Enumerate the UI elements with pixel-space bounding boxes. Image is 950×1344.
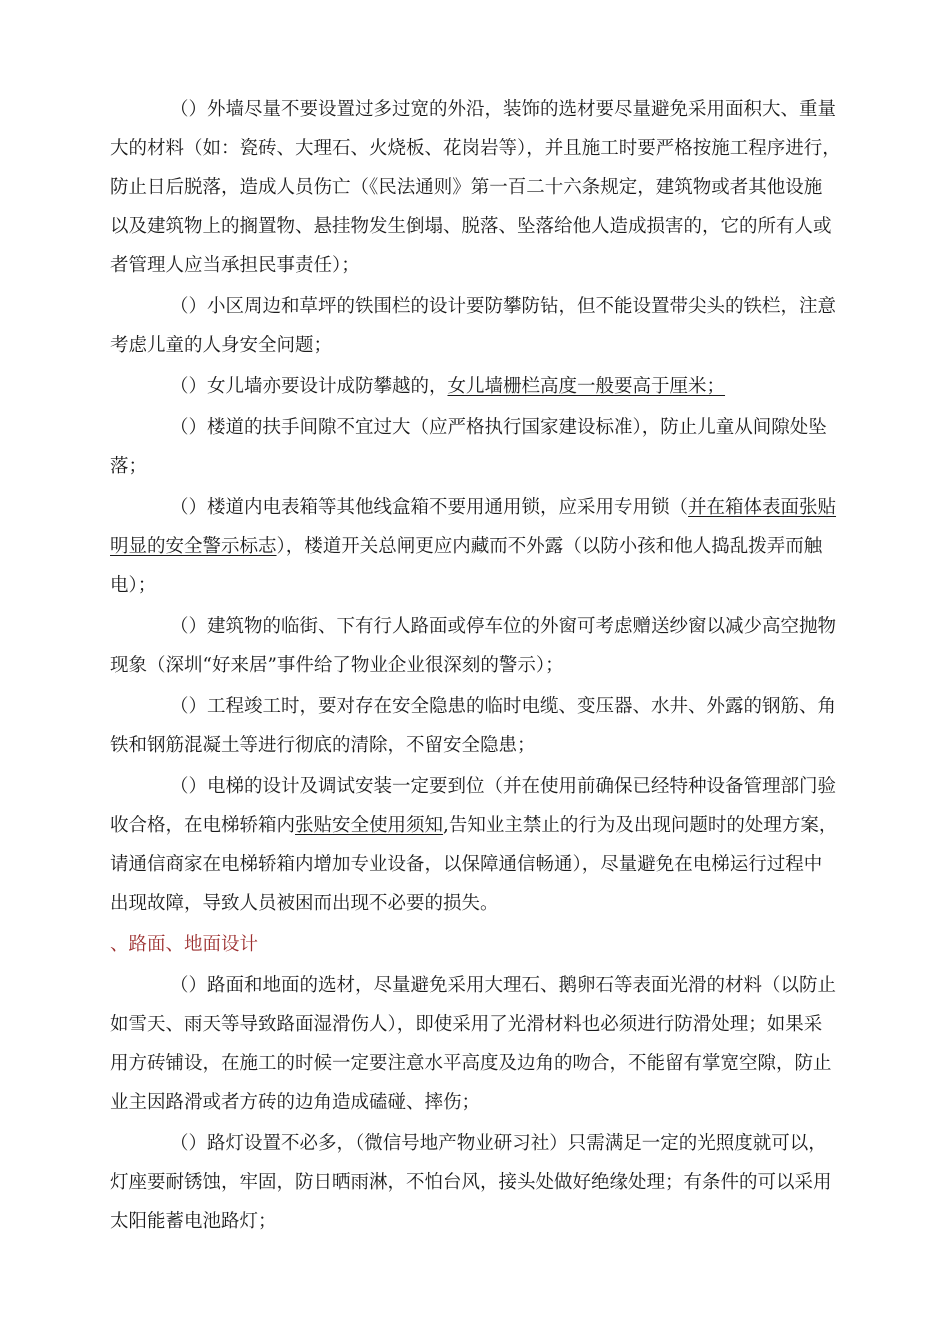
text-line: [110, 1051, 832, 1077]
text-line: [170, 774, 836, 800]
underlined-text: 明显的安全警示标志: [110, 536, 277, 557]
text-run: 防止日后脱落，造成人员伤亡（《民法通则》第一百二十六条规定，建筑物或者其他设施: [110, 177, 823, 198]
text-line: [110, 1012, 822, 1038]
text-line: [170, 973, 836, 999]
text-line: [110, 333, 332, 359]
text-run: ），楼道开关总闸更应内藏而不外露（以防小孩和他人捣乱拨弄而触: [276, 536, 823, 557]
section-heading: 、路面、地面设计: [110, 934, 259, 955]
underlined-text: 女儿墙栅栏高度一般要高于厘米；: [447, 376, 726, 397]
text-line: [170, 694, 836, 720]
text-run: 请通信商家在电梯轿箱内增加专业设备，以保障通信畅通），尽量避免在电梯运行过程中: [110, 854, 823, 875]
text-run: 者管理人应当承担民事责任）；: [110, 255, 360, 276]
text-run: 如雪天、雨天等导致路面湿滑伤人），即使采用了光滑材料也必须进行防滑处理；如果采: [110, 1014, 823, 1035]
text-run: （）女儿墙亦要设计成防攀越的，: [170, 376, 448, 397]
text-line: [110, 454, 147, 480]
text-run: 灯座要耐锈蚀，牢固，防日晒雨淋，不怕台风，接头处做好绝缘处理；有条件的可以采用: [110, 1172, 832, 1193]
underlined-text: 张贴安全使用须知: [295, 815, 444, 836]
text-run: 铁和钢筋混凝土等进行彻底的清除，不留安全隐患；: [110, 735, 536, 756]
text-run: （）小区周边和草坪的铁围栏的设计要防攀防钻，但不能设置带尖头的铁栏，注意: [170, 296, 837, 317]
text-line: [110, 891, 499, 917]
text-run: 以及建筑物上的搁置物、悬挂物发生倒塌、脱落、坠落给他人造成损害的，它的所有人或: [110, 216, 832, 237]
text-run: 大的材料（如：瓷砖、大理石、火烧板、花岗岩等），并且施工时要严格按施工程序进行，: [110, 138, 841, 159]
text-run: 考虑儿童的人身安全问题；: [110, 335, 333, 356]
text-run: 落；: [110, 456, 148, 477]
text-line: [110, 136, 841, 162]
text-run: 业主因路滑或者方砖的边角造成磕碰、摔伤；: [110, 1092, 481, 1113]
text-run: 收合格，在电梯轿箱内: [110, 815, 296, 836]
text-run: 电）；: [110, 575, 157, 596]
text-line: [110, 1090, 480, 1116]
text-run: （）楼道内电表箱等其他线盒箱不要用通用锁，应采用专用锁（: [170, 497, 689, 518]
text-line: [110, 653, 564, 679]
text-line: [110, 534, 822, 560]
text-line: [110, 1170, 832, 1196]
text-run: （）楼道的扶手间隙不宜过大（应严格执行国家建设标准），防止儿童从间隙处坠: [170, 417, 827, 438]
text-line: [110, 253, 360, 279]
text-line: [170, 495, 836, 521]
text-line: [110, 813, 837, 839]
text-line: [110, 573, 156, 599]
text-run: 出现故障，导致人员被困而出现不必要的损失。: [110, 893, 499, 914]
text-line: [170, 415, 827, 441]
text-line: [170, 294, 836, 320]
text-run: （）外墙尽量不要设置过多过宽的外沿，装饰的选材要尽量避免采用面积大、重量: [170, 99, 837, 120]
text-run: （）路灯设置不必多，（微信号地产物业研习社）只需满足一定的光照度就可以，: [170, 1133, 827, 1154]
text-line: [170, 97, 836, 123]
text-line: [110, 214, 832, 240]
text-run: （）建筑物的临街、下有行人路面或停车位的外窗可考虑赠送纱窗以减少高空抛物: [170, 616, 837, 637]
text-line: [110, 1209, 277, 1235]
text-run: 太阳能蓄电池路灯；: [110, 1211, 277, 1232]
text-line: [170, 1131, 827, 1157]
text-run: 用方砖铺设，在施工的时候一定要注意水平高度及边角的吻合，不能留有掌宽空隙，防止: [110, 1053, 832, 1074]
text-line: [170, 374, 725, 400]
text-run: （）电梯的设计及调试安装一定要到位（并在使用前确保已经特种设备管理部门验: [170, 776, 837, 797]
text-line: [110, 852, 822, 878]
text-run: 现象（深圳“好来居”事件给了物业企业很深刻的警示）；: [110, 655, 564, 676]
underlined-text: 并在箱体表面张贴: [688, 497, 837, 518]
text-run: ,告知业主禁止的行为及出现问题时的处理方案，: [443, 815, 838, 836]
text-line: [110, 733, 536, 759]
text-run: （）工程竣工时，要对存在安全隐患的临时电缆、变压器、水井、外露的钢筋、角: [170, 696, 837, 717]
text-line: [110, 175, 822, 201]
text-run: （）路面和地面的选材，尽量避免采用大理石、鹅卵石等表面光滑的材料（以防止: [170, 975, 837, 996]
text-line: [170, 614, 836, 640]
